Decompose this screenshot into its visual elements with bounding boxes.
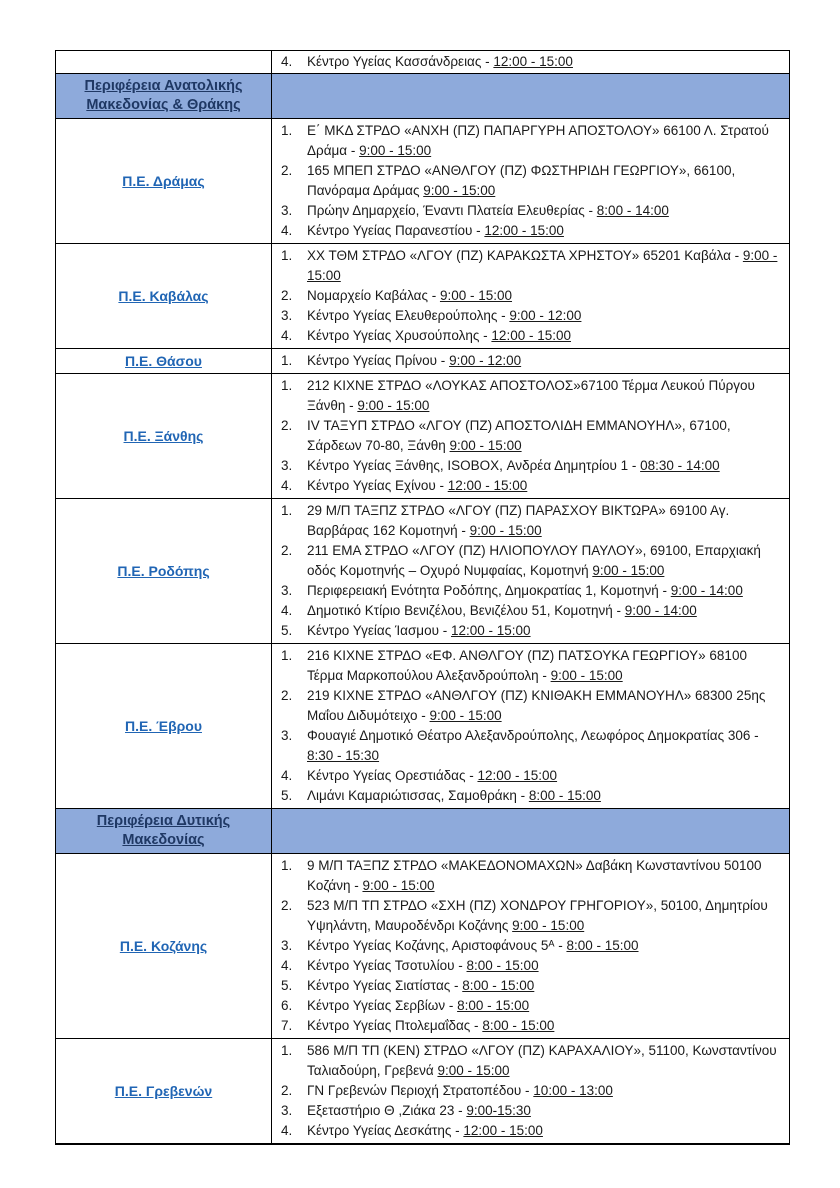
item-text: ΧΧ ΤΘΜ ΣΤΡΔΟ «ΛΓΟΥ (ΠΖ) ΚΑΡΑΚΩΣΤΑ ΧΡΗΣΤΟΥ» 65201 Καβάλα - [307, 248, 743, 263]
items-cell [272, 374, 790, 499]
item-body [307, 601, 783, 621]
region-cell [56, 349, 272, 374]
item-body [307, 286, 783, 306]
item-time: 12:00 - 15:00 [484, 223, 564, 238]
list-item [281, 501, 783, 541]
item-time: 8:00 - 15:00 [528, 788, 601, 803]
item-text: 586 Μ/Π ΤΠ (ΚΕΝ) ΣΤΡΔΟ «ΛΓΟΥ (ΠΖ) ΚΑΡΑΧΑΛΙΟΥ», 51100, Κωνσταντίνου Ταλιαδούρη, Γρεβενά [307, 1043, 777, 1078]
item-body [307, 786, 783, 806]
region-label[interactable]: Περιφέρεια Δυτικής Μακεδονίας [96, 813, 231, 848]
item-text: Κέντρο Υγείας Ορεστιάδας - [307, 768, 478, 783]
list-item [281, 766, 783, 786]
list-item [281, 601, 783, 621]
item-time: 9:00 - 15:00 [437, 1063, 510, 1078]
item-time: 08:30 - 14:00 [640, 458, 720, 473]
list-item [281, 956, 783, 976]
item-number: 4. [281, 958, 293, 973]
items-cell [272, 349, 790, 374]
item-body [307, 501, 783, 541]
table-row [56, 499, 790, 644]
item-number: 3. [281, 458, 293, 473]
item-time: 9:00 - 12:00 [449, 353, 522, 368]
item-number: 4. [281, 1123, 293, 1138]
item-body [307, 766, 783, 786]
list-item [281, 976, 783, 996]
item-number: 3. [281, 583, 293, 598]
item-text: Δημοτικό Κτίριο Βενιζέλου, Βενιζέλου 51, Κομοτηνή - [307, 603, 625, 618]
item-body [307, 246, 783, 286]
region-cell [56, 1039, 272, 1145]
items-cell [272, 244, 790, 349]
list-item [281, 896, 783, 936]
list-item [281, 541, 783, 581]
list-item [281, 376, 783, 416]
list-item [281, 686, 783, 726]
list-item [281, 646, 783, 686]
item-text: Λιμάνι Καμαριώτισσας, Σαμοθράκη - [307, 788, 529, 803]
item-text: Κέντρο Υγείας Ίασμου - [307, 623, 451, 638]
region-label[interactable]: Π.Ε. Κοζάνης [119, 937, 208, 954]
item-number: 5. [281, 978, 293, 993]
list-item [281, 246, 783, 286]
item-number: 1. [281, 123, 293, 138]
item-time: 9:00 - 15:00 [469, 523, 542, 538]
item-number: 2. [281, 418, 293, 433]
item-text: Νομαρχείο Καβάλας - [307, 288, 440, 303]
item-time: 9:00 - 14:00 [670, 583, 743, 598]
list-item [281, 1081, 783, 1101]
list-item [281, 621, 783, 641]
vaccination-schedule-table [55, 50, 790, 1145]
items-cell [272, 74, 790, 119]
region-label[interactable]: Π.Ε. Ροδόπης [117, 562, 210, 579]
item-body [307, 52, 783, 72]
item-number: 4. [281, 478, 293, 493]
list-item [281, 856, 783, 896]
item-text: Κέντρο Υγείας Τσοτυλίου - [307, 958, 467, 973]
item-number: 1. [281, 353, 293, 368]
table-row [56, 349, 790, 374]
item-body [307, 351, 783, 371]
item-time: 8:00 - 15:00 [466, 958, 539, 973]
item-text: Κέντρο Υγείας Ξάνθης, ISOBOX, Ανδρέα Δημητρίου 1 - [307, 458, 641, 473]
list-item [281, 726, 783, 766]
list-item [281, 326, 783, 346]
list-item [281, 996, 783, 1016]
item-time: 12:00 - 15:00 [447, 478, 528, 493]
item-number: 3. [281, 938, 293, 953]
item-body [307, 221, 783, 241]
item-text: 523 Μ/Π ΤΠ ΣΤΡΔΟ «ΣΧΗ (ΠΖ) ΧΟΝΔΡΟΥ ΓΡΗΓΟΡΙΟΥ», 50100, Δημητρίου Υψηλάντη, Μαυροδένδρι Κοζάνης [307, 898, 768, 933]
item-body [307, 896, 783, 936]
item-text: 211 ΕΜΑ ΣΤΡΔΟ «ΛΓΟΥ (ΠΖ) ΗΛΙΟΠΟΥΛΟΥ ΠΑΥΛΟΥ», 69100, Επαρχιακή οδός Κομοτηνής – Οχυρό Νυμφαίας, Κομοτηνή [307, 543, 761, 578]
item-body [307, 1041, 783, 1081]
region-cell [56, 644, 272, 809]
item-text: 212 ΚΙΧΝΕ ΣΤΡΔΟ «ΛΟΥΚΑΣ ΑΠΟΣΤΟΛΟΣ»67100 Τέρμα Λευκού Πύργου Ξάνθη - [307, 378, 755, 413]
item-body [307, 621, 783, 641]
item-body [307, 1101, 783, 1121]
table-row [56, 809, 790, 854]
list-item [281, 1101, 783, 1121]
table-row [56, 74, 790, 119]
item-number: 1. [281, 858, 293, 873]
item-body [307, 161, 783, 201]
item-number: 4. [281, 768, 293, 783]
item-text: Κέντρο Υγείας Δεσκάτης - [307, 1123, 464, 1138]
items-cell [272, 499, 790, 644]
item-time: 9:00 - 15:00 [512, 918, 585, 933]
region-label[interactable]: Π.Ε. Θάσου [125, 352, 202, 369]
item-text: IV ΤΑΞΥΠ ΣΤΡΔΟ «ΛΓΟΥ (ΠΖ) ΑΠΟΣΤΟΛΙΔΗ ΕΜΜΑΝΟΥΗΛ», 67100, Σάρδεων 70-80, Ξάνθη [307, 418, 731, 453]
list-item [281, 1121, 783, 1141]
item-body [307, 581, 783, 601]
item-number: 1. [281, 503, 293, 518]
item-time: 8:00 - 15:00 [457, 998, 530, 1013]
item-body [307, 456, 783, 476]
item-body [307, 416, 783, 456]
item-body [307, 856, 783, 896]
item-text: Κέντρο Υγείας Σερβίων - [307, 998, 458, 1013]
item-time: 8:00 - 15:00 [462, 978, 535, 993]
item-time: 12:00 - 15:00 [491, 328, 571, 343]
item-time: 9:00 - 15:00 [550, 668, 623, 683]
item-time: 9:00 - 15:00 [429, 708, 502, 723]
item-number: 7. [281, 1018, 293, 1033]
list-item [281, 786, 783, 806]
item-number: 4. [281, 328, 293, 343]
item-time: 8:30 - 15:30 [307, 748, 380, 763]
item-time: 9:00 - 15:00 [359, 143, 432, 158]
item-time: 9:00 - 12:00 [509, 308, 582, 323]
item-text: Περιφερειακή Ενότητα Ροδόπης, Δημοκρατίας 1, Κομοτηνή - [307, 583, 671, 598]
item-number: 5. [281, 788, 293, 803]
region-cell [56, 809, 272, 854]
list-item [281, 456, 783, 476]
item-text: Κέντρο Υγείας Πτολεμαΐδας - [307, 1018, 483, 1033]
item-body [307, 996, 783, 1016]
table-row [56, 1039, 790, 1145]
region-label[interactable]: Π.Ε. Καβάλας [118, 287, 209, 304]
item-text: Κέντρο Υγείας Κοζάνης, Αριστοφάνους 5ᴬ - [307, 938, 567, 953]
item-number: 4. [281, 54, 293, 69]
table-row [56, 854, 790, 1039]
list-item [281, 476, 783, 496]
list-item [281, 1016, 783, 1036]
item-number: 1. [281, 378, 293, 393]
item-body [307, 1081, 783, 1101]
item-body [307, 1121, 783, 1141]
item-text: Πρώην Δημαρχείο, Έναντι Πλατεία Ελευθερίας - [307, 203, 597, 218]
item-body [307, 936, 783, 956]
item-text: Ε΄ ΜΚΔ ΣΤΡΔΟ «ΑΝΧΗ (ΠΖ) ΠΑΠΑΡΓΥΡΗ ΑΠΟΣΤΟΛΟΥ» 66100 Λ. Στρατού Δράμα - [307, 123, 769, 158]
item-time: 8:00 - 14:00 [596, 203, 669, 218]
item-text: 29 Μ/Π ΤΑΞΠΖ ΣΤΡΔΟ «ΛΓΟΥ (ΠΖ) ΠΑΡΑΣΧΟΥ ΒΙΚΤΩΡΑ» 69100 Αγ. Βαρβάρας 162 Κομοτηνή - [307, 503, 730, 538]
item-body [307, 376, 783, 416]
item-number: 1. [281, 648, 293, 663]
item-body [307, 956, 783, 976]
item-body [307, 646, 783, 686]
schedule-table-body [56, 51, 790, 1145]
item-body [307, 476, 783, 496]
region-cell [56, 854, 272, 1039]
list-item [281, 221, 783, 241]
item-body [307, 121, 783, 161]
item-number: 6. [281, 998, 293, 1013]
list-item [281, 306, 783, 326]
item-time: 10:00 - 13:00 [533, 1083, 613, 1098]
list-item [281, 201, 783, 221]
item-number: 2. [281, 163, 293, 178]
item-number: 3. [281, 308, 293, 323]
item-time: 9:00 - 15:00 [307, 248, 778, 283]
list-item [281, 351, 783, 371]
item-time: 9:00 - 15:00 [423, 183, 496, 198]
list-item [281, 1041, 783, 1081]
items-cell [272, 1039, 790, 1145]
item-text: Εξεταστήριο Θ ,Ζιάκα 23 - [307, 1103, 467, 1118]
item-body [307, 541, 783, 581]
items-cell [272, 119, 790, 244]
region-cell [56, 374, 272, 499]
region-label[interactable]: Περιφέρεια Ανατολικής Μακεδονίας & Θράκης [84, 78, 243, 113]
region-cell [56, 499, 272, 644]
region-label[interactable]: Π.Ε. Ξάνθης [123, 427, 204, 444]
item-text: Κέντρο Υγείας Πρίνου - [307, 353, 450, 368]
items-cell [272, 854, 790, 1039]
item-text: Κέντρο Υγείας Κασσάνδρειας - [307, 54, 494, 69]
item-time: 12:00 - 15:00 [463, 1123, 543, 1138]
item-text: ΓΝ Γρεβενών Περιοχή Στρατοπέδου - [307, 1083, 534, 1098]
item-time: 9:00 - 15:00 [362, 878, 435, 893]
item-text: Κέντρο Υγείας Παρανεστίου - [307, 223, 485, 238]
item-body [307, 686, 783, 726]
item-number: 3. [281, 203, 293, 218]
region-cell [56, 244, 272, 349]
item-text: Κέντρο Υγείας Χρυσούπολης - [307, 328, 492, 343]
item-number: 2. [281, 288, 293, 303]
item-number: 4. [281, 603, 293, 618]
item-body [307, 976, 783, 996]
item-number: 4. [281, 223, 293, 238]
items-cell [272, 51, 790, 74]
item-time: 9:00 - 15:00 [439, 288, 513, 303]
region-cell [56, 51, 272, 74]
item-text: 9 Μ/Π ΤΑΞΠΖ ΣΤΡΔΟ «ΜΑΚΕΔΟΝΟΜΑΧΩΝ» Δαβάκη Κωνσταντίνου 50100 Κοζάνη - [307, 858, 762, 893]
item-number: 2. [281, 1083, 293, 1098]
list-item [281, 52, 783, 72]
item-number: 3. [281, 1103, 293, 1118]
item-text: Φουαγιέ Δημοτικό Θέατρο Αλεξανδρούπολης, Λεωφόρος Δημοκρατίας 306 - [307, 728, 759, 743]
list-item [281, 286, 783, 306]
item-time: 12:00 - 15:00 [450, 623, 531, 638]
list-item [281, 936, 783, 956]
item-time: 9:00 - 14:00 [624, 603, 697, 618]
table-row [56, 51, 790, 74]
region-label[interactable]: Π.Ε. Έβρου [125, 717, 202, 734]
item-body [307, 726, 783, 766]
item-number: 2. [281, 543, 293, 558]
item-time: 12:00 - 15:00 [493, 54, 573, 69]
table-row [56, 374, 790, 499]
item-text: Κέντρο Υγείας Εχίνου - [307, 478, 448, 493]
item-text: Κέντρο Υγείας Σιατίστας - [307, 978, 463, 993]
item-time: 9:00 - 15:00 [357, 398, 430, 413]
item-body [307, 326, 783, 346]
item-time: 8:00 - 15:00 [482, 1018, 555, 1033]
items-cell [272, 644, 790, 809]
item-body [307, 201, 783, 221]
item-text: 216 ΚΙΧΝΕ ΣΤΡΔΟ «ΕΦ. ΑΝΘΛΓΟΥ (ΠΖ) ΠΑΤΣΟΥΚΑ ΓΕΩΡΓΙΟΥ» 68100 Τέρμα Μαρκοπούλου Αλεξανδρούπολη - [307, 648, 747, 683]
list-item [281, 121, 783, 161]
item-number: 1. [281, 1043, 293, 1058]
items-cell [272, 809, 790, 854]
item-text: Κέντρο Υγείας Ελευθερούπολης - [307, 308, 510, 323]
item-number: 5. [281, 623, 293, 638]
region-cell [56, 74, 272, 119]
table-row [56, 119, 790, 244]
list-item [281, 581, 783, 601]
list-item [281, 416, 783, 456]
table-row [56, 244, 790, 349]
item-time: 9:00-15:30 [466, 1103, 531, 1118]
item-time: 9:00 - 15:00 [449, 438, 522, 453]
item-text: 219 ΚΙΧΝΕ ΣΤΡΔΟ «ΑΝΘΛΓΟΥ (ΠΖ) ΚΝΙΘΑΚΗ ΕΜΜΑΝΟΥΗΛ» 68300 25ης Μαΐου Διδυμότειχο - [307, 688, 766, 723]
item-time: 8:00 - 15:00 [566, 938, 639, 953]
table-row [56, 644, 790, 809]
region-label[interactable]: Π.Ε. Δράμας [122, 172, 205, 189]
item-body [307, 1016, 783, 1036]
item-time: 9:00 - 15:00 [592, 563, 665, 578]
item-number: 3. [281, 728, 293, 743]
list-item [281, 161, 783, 201]
item-number: 2. [281, 898, 293, 913]
item-time: 12:00 - 15:00 [477, 768, 558, 783]
item-number: 1. [281, 248, 293, 263]
region-label[interactable]: Π.Ε. Γρεβενών [114, 1082, 213, 1099]
item-body [307, 306, 783, 326]
region-cell [56, 119, 272, 244]
item-text: 165 ΜΠΕΠ ΣΤΡΔΟ «ΑΝΘΛΓΟΥ (ΠΖ) ΦΩΣΤΗΡΙΔΗ ΓΕΩΡΓΙΟΥ», 66100, Πανόραμα Δράμας [307, 163, 736, 198]
item-number: 2. [281, 688, 293, 703]
